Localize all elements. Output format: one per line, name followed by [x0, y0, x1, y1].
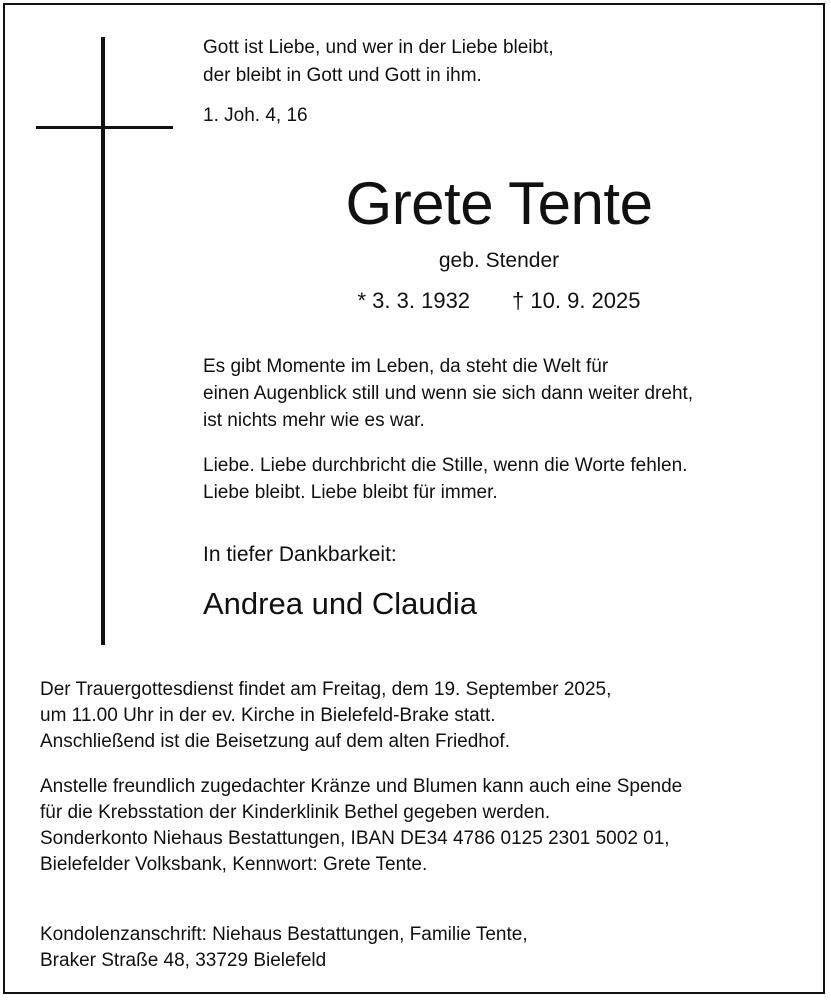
poem-line: Liebe. Liebe durchbricht die Stille, wenn die Worte fehlen.	[203, 455, 688, 476]
thanks-intro: In tiefer Dankbarkeit:	[203, 543, 397, 566]
birth-date: * 3. 3. 1932	[357, 288, 471, 313]
verse-reference: 1. Joh. 4, 16	[203, 105, 308, 126]
service-line: Anschließend ist die Beisetzung auf dem alten Friedhof.	[40, 731, 510, 752]
donation-line: Sonderkonto Niehaus Bestattungen, IBAN DE34 4786 0125 2301 5002 01,	[40, 828, 670, 849]
poem-stanza-1	[203, 353, 693, 434]
bible-verse	[203, 34, 554, 90]
donation-info	[40, 774, 682, 878]
donation-line: für die Krebsstation der Kinderklinik Bethel gegeben werden.	[40, 802, 551, 823]
service-line: um 11.00 Uhr in der ev. Kirche in Bielefeld-Brake statt.	[40, 705, 496, 726]
mourner-names: Andrea und Claudia	[203, 586, 478, 621]
poem-stanza-2	[203, 452, 687, 506]
poem-line: Es gibt Momente im Leben, da steht die Welt für	[203, 356, 609, 377]
life-dates	[203, 286, 795, 316]
poem-line: einen Augenblick still und wenn sie sich dann weiter dreht,	[203, 383, 694, 404]
service-line: Der Trauergottesdienst findet am Freitag, dem 19. September 2025,	[40, 679, 612, 700]
verse-line: Gott ist Liebe, und wer in der Liebe bleibt,	[203, 37, 554, 58]
poem-line: ist nichts mehr wie es war.	[203, 410, 425, 431]
condolence-address	[40, 922, 528, 974]
condolence-line: Braker Straße 48, 33729 Bielefeld	[40, 950, 327, 971]
verse-line: der bleibt in Gott und Gott in ihm.	[203, 65, 482, 86]
donation-line: Bielefelder Volksbank, Kennwort: Grete Tente.	[40, 854, 428, 875]
poem-line: Liebe bleibt. Liebe bleibt für immer.	[203, 482, 498, 503]
birth-name: geb. Stender	[438, 249, 560, 272]
death-date: † 10. 9. 2025	[512, 288, 641, 313]
donation-line: Anstelle freundlich zugedachter Kränze und Blumen kann auch eine Spende	[40, 776, 683, 797]
cross-horizontal-bar	[36, 126, 173, 129]
service-info	[40, 677, 611, 755]
condolence-line: Kondolenzanschrift: Niehaus Bestattungen, Familie Tente,	[40, 924, 528, 945]
deceased-name: Grete Tente	[345, 170, 653, 237]
